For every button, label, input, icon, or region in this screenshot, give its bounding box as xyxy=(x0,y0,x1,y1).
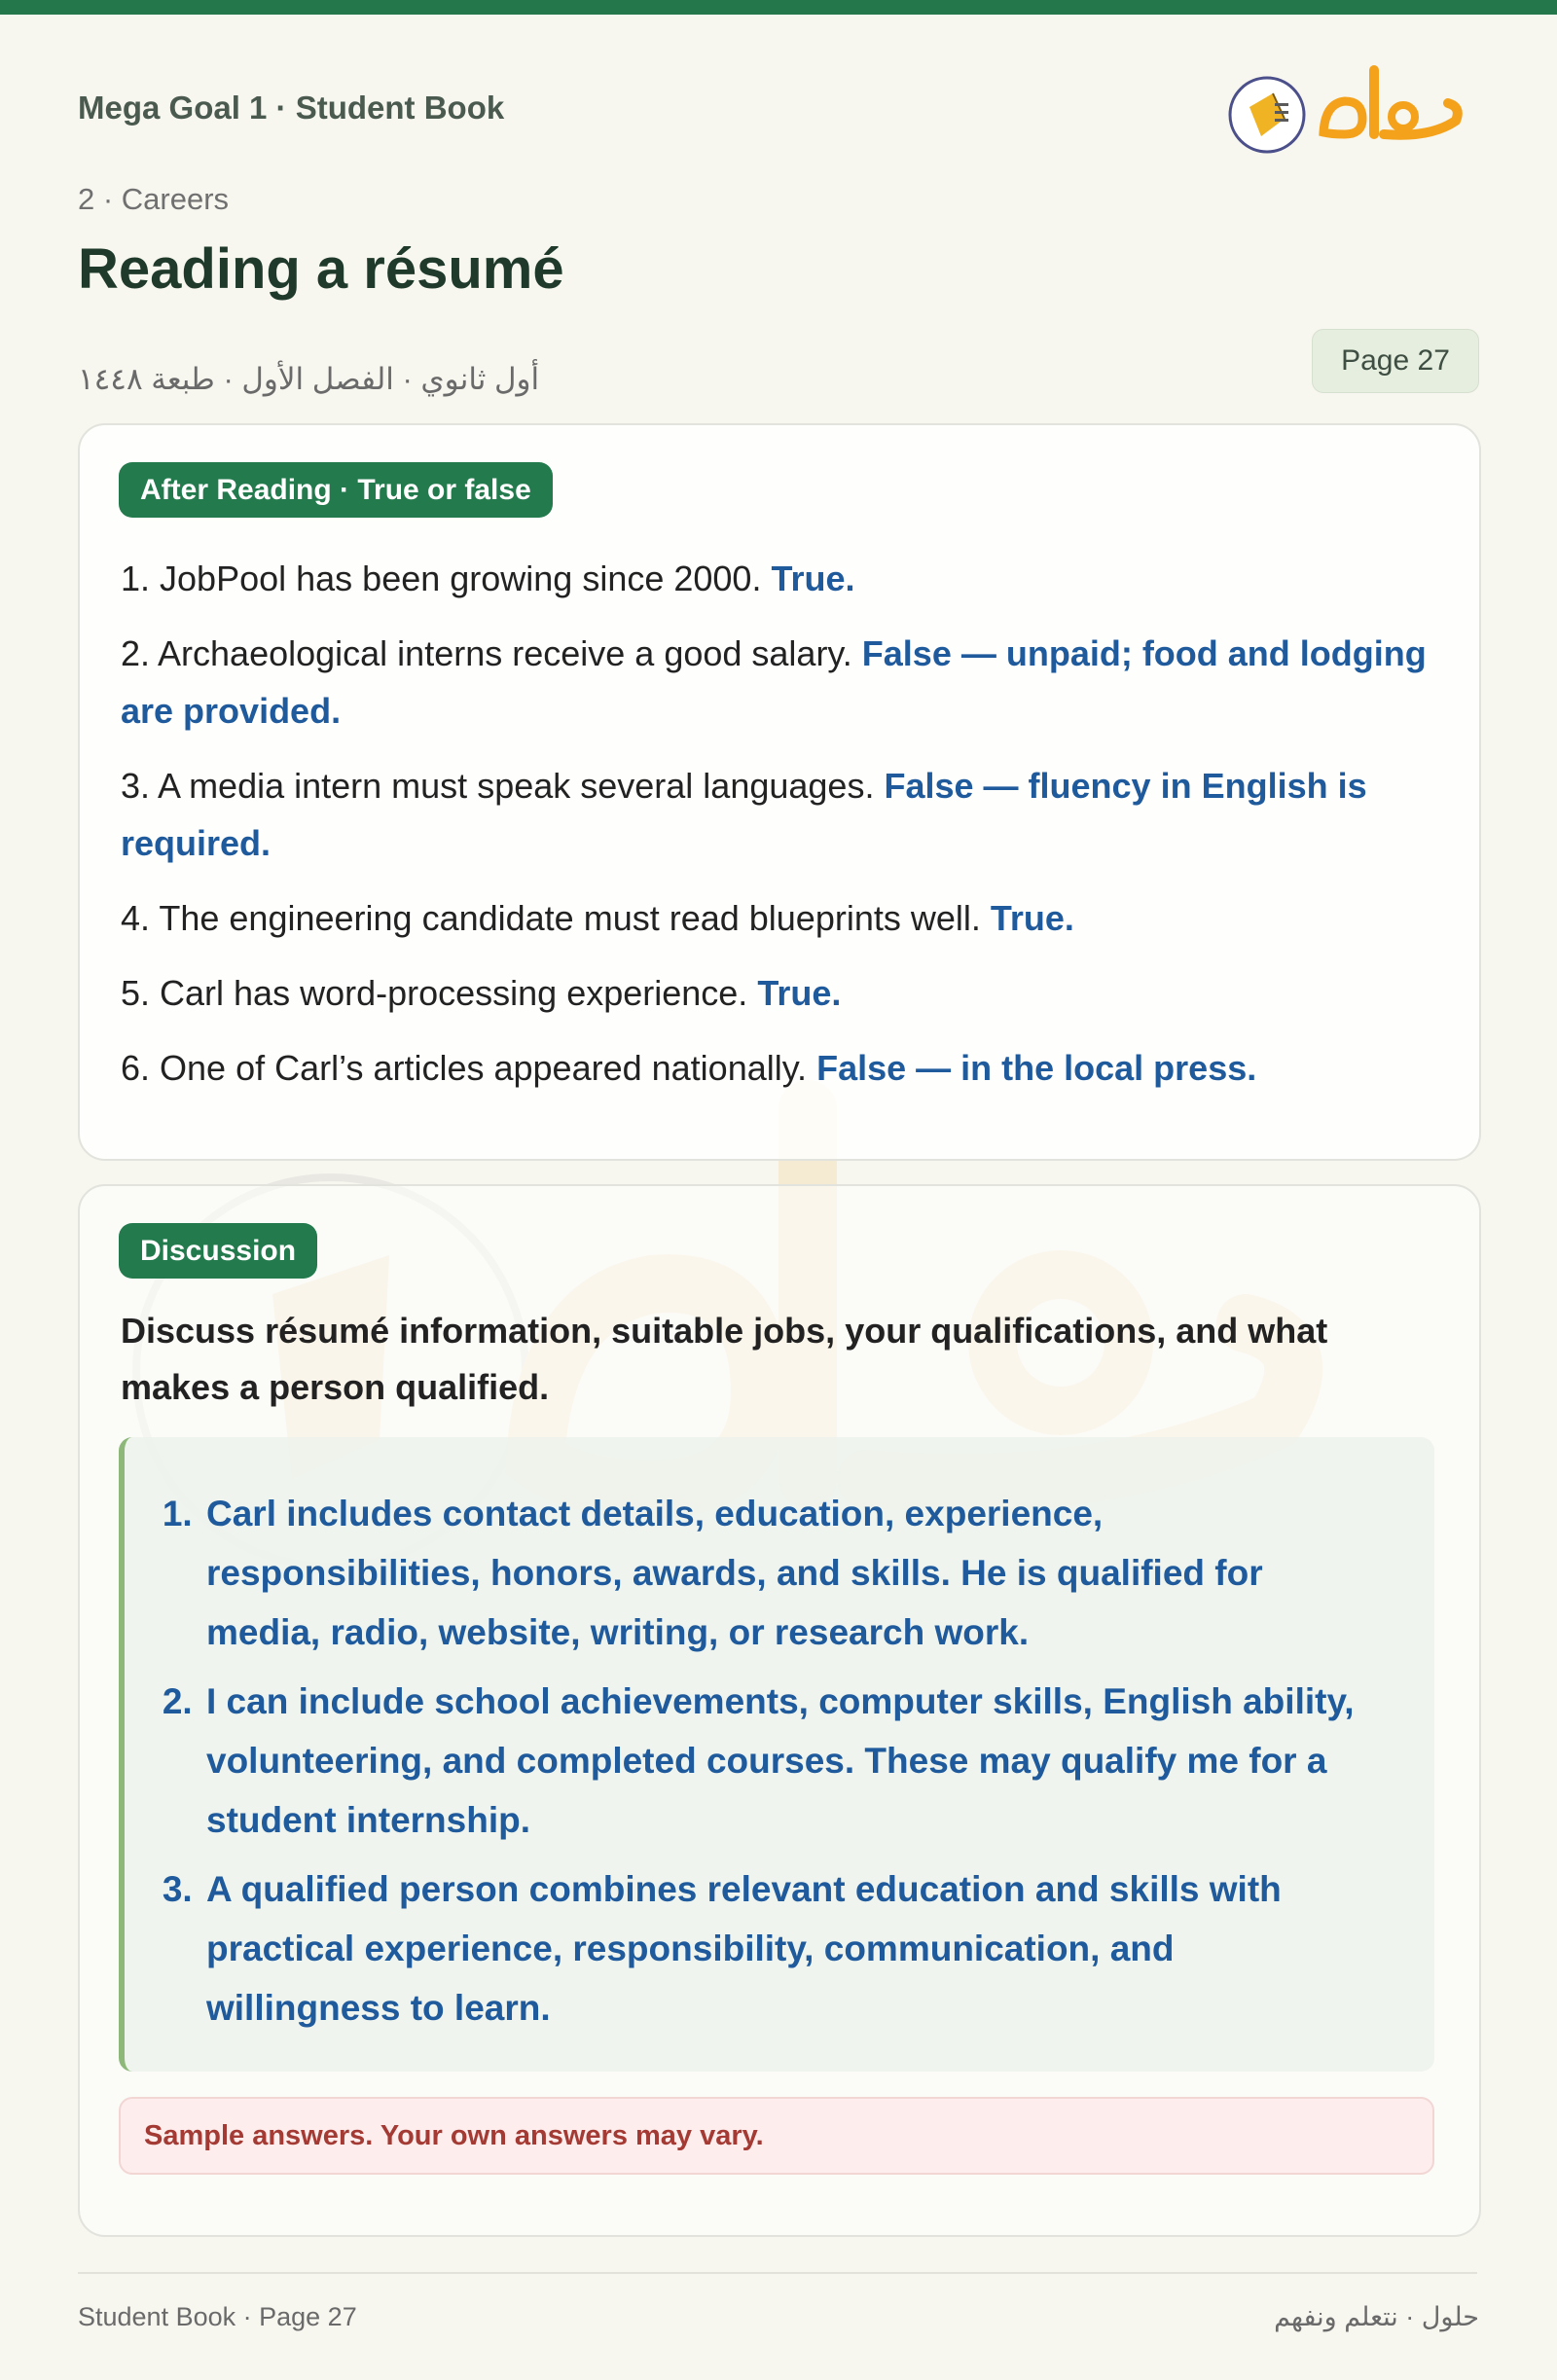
list-item xyxy=(121,964,1444,1022)
footer-divider xyxy=(78,2272,1477,2274)
answer-text: False — fluency in English is required. xyxy=(121,766,1367,863)
discussion-prompt: Discuss résumé information, suitable jobs, your qualifications, and what makes a person qualified. xyxy=(121,1311,1328,1407)
footer-brand: حلول · نتعلم ونفهم xyxy=(1274,2302,1479,2331)
sample-answers-box xyxy=(119,1437,1434,2072)
book-title: Mega Goal 1 · Student Book xyxy=(78,90,505,126)
answer-text: True. xyxy=(990,898,1074,938)
footer-page-label: Student Book · Page 27 xyxy=(78,2302,357,2331)
after-reading-card xyxy=(78,423,1481,1161)
question-text: 1. JobPool has been growing since 2000. xyxy=(121,559,762,598)
answer-text: False — unpaid; food and lodging are provided. xyxy=(121,633,1427,731)
question-text: 3. A media intern must speak several languages. xyxy=(121,766,875,806)
list-item xyxy=(121,889,1444,947)
question-text: 2. Archaeological interns receive a good salary. xyxy=(121,633,852,673)
answer-text: True. xyxy=(771,559,855,598)
answer-text: True. xyxy=(757,973,842,1013)
page-number-badge: Page 27 xyxy=(1312,329,1479,393)
arabic-subtitle: أول ثانوي · الفصل الأول · طبعة ١٤٤٨ xyxy=(78,362,540,396)
page-title: Reading a résumé xyxy=(78,237,564,301)
discussion-label: Discussion xyxy=(119,1223,317,1279)
hulul-logo-icon xyxy=(1226,56,1469,163)
question-text: 5. Carl has word-processing experience. xyxy=(121,973,748,1013)
discussion-card xyxy=(78,1184,1481,2237)
list-item: 1. Carl includes contact details, education, experience, responsibilities, honors, awards, and skills. He is qualified for media, radio, website, writing, or research work. xyxy=(202,1484,1357,1662)
top-accent-bar xyxy=(0,0,1557,15)
true-false-list xyxy=(121,550,1444,1114)
after-reading-label: After Reading · True or false xyxy=(119,462,553,518)
list-item xyxy=(121,757,1444,872)
list-item xyxy=(121,1039,1444,1097)
list-item xyxy=(121,625,1444,739)
question-text: 4. The engineering candidate must read blueprints well. xyxy=(121,898,981,938)
answer-text: False — in the local press. xyxy=(816,1048,1257,1088)
question-text: 6. One of Carl’s articles appeared nationally. xyxy=(121,1048,808,1088)
sample-answers-note: Sample answers. Your own answers may vary. xyxy=(119,2097,1434,2175)
list-item: 2. I can include school achievements, computer skills, English ability, volunteering, and completed courses. These may qualify me for a student internship. xyxy=(202,1672,1357,1850)
sample-answers-list xyxy=(125,1437,1434,2037)
list-item: 3. A qualified person combines relevant education and skills with practical experience, responsibility, communication, and willingness to learn. xyxy=(202,1859,1357,2037)
unit-label: 2 · Careers xyxy=(78,182,230,216)
list-item xyxy=(121,550,1444,607)
